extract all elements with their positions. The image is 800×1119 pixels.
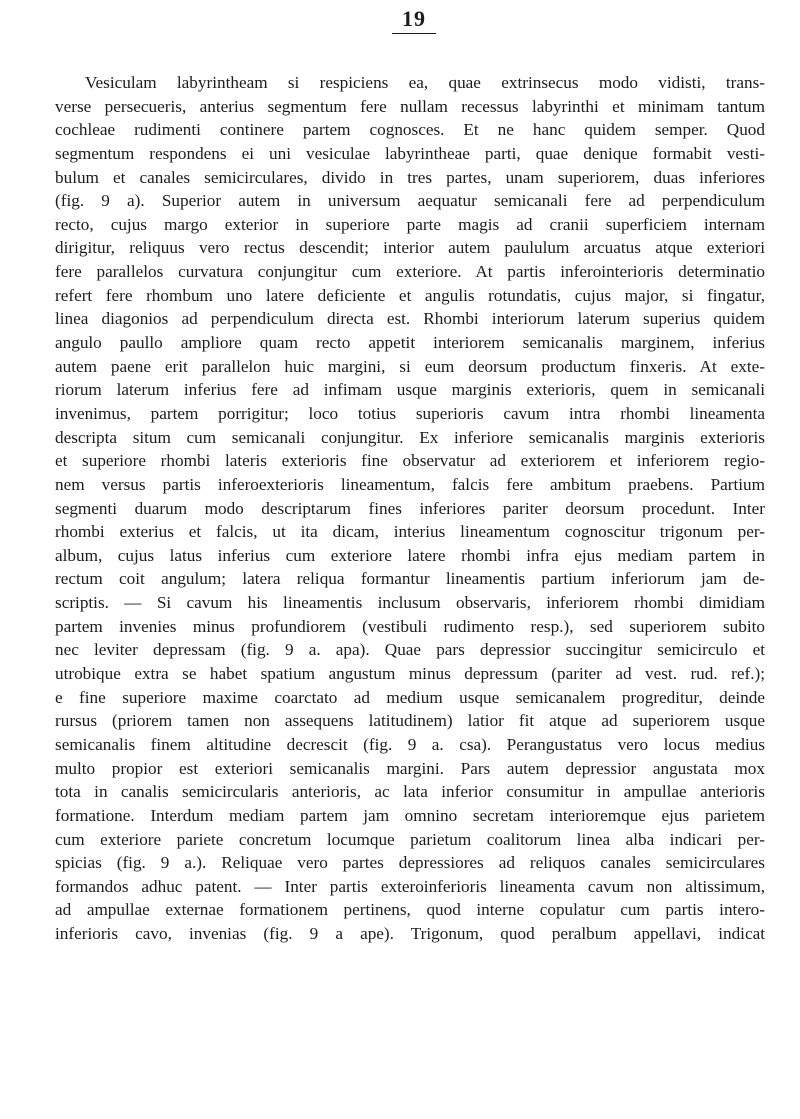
text-line: (fig. 9 a). Superior autem in universum aequatur semicanali fere ad perpendiculum [55,191,765,211]
text-line: recto, cujus margo exterior in superiore parte magis ad cranii superficiem internam [55,214,765,234]
text-line: formatione. Interdum mediam partem jam omnino secretam interioremque ejus parietem [55,805,765,825]
text-line: autem paene erit parallelon huic margini, si eum deorsum productum finxeris. At exte- [55,356,765,376]
text-line: cum exteriore pariete concretum locumque parietum coalitorum linea alba indicari per- [55,829,765,849]
text-line: linea diagonios ad perpendiculum directa est. Rhombi interiorum laterum superius quidem [55,309,765,329]
text-line: bulum et canales semicirculares, divido in tres partes, unam superiorem, duas inferiores [55,167,765,187]
text-line: spicias (fig. 9 a.). Reliquae vero partes depressiores ad reliquos canales semicirculares [55,853,765,873]
text-line: descripta situm cum semicanali conjungitur. Ex inferiore semicanalis marginis exterioris [55,427,765,447]
text-line: Vesiculam labyrintheam si respiciens ea, quae extrinsecus modo vidisti, trans- [85,73,765,92]
text-line: album, cujus latus inferius cum exteriore latere rhombi infra ejus mediam partem in [55,545,765,565]
text-line: rursus (priorem tamen non assequens latitudinem) latior fit atque ad superiorem usque [55,711,765,731]
text-line: dirigitur, reliquus vero rectus descendit; interior autem paululum arcuatus atque exteriori [55,238,765,258]
text-line: utrobique extra se habet spatium angustum minus depressum (pariter ad vest. rud. ref.); [55,664,765,684]
text-line: partem invenies minus profundiorem (vestibuli rudimento resp.), sed superiorem subito [55,616,765,636]
text-line: rhombi exterius et falcis, ut ita dicam, interius lineamentum cognoscitur trigonum per- [55,522,765,542]
text-line: inferioris cavo, invenias (fig. 9 a ape). Trigonum, quod peralbum appellavi, indicat [55,924,765,944]
text-line: rectum coit angulum; latera reliqua formantur lineamentis partium inferiorum jam de- [55,569,765,589]
text-line: refert fere rhombum uno latere deficiente et angulis rotundatis, cujus major, si fingatur, [55,285,765,305]
text-line: angulo paullo ampliore quam recto appetit interiorem semicanalis marginem, inferius [55,333,765,353]
text-line: segmentum respondens ei uni vesiculae labyrintheae parti, quae denique formabit vesti- [55,143,765,163]
text-line: cochleae rudimenti continere partem cognosces. Et ne hanc quidem semper. Quod [55,120,765,140]
text-line: riorum laterum inferius fere ad infimam usque marginis exterioris, quem in semicanali [55,380,765,400]
text-line: scriptis. — Si cavum his lineamentis inclusum observaris, inferiorem rhombi dimidiam [55,593,765,613]
text-line: tota in canalis semicircularis anterioris, ac lata inferior consumitur in ampullae anterioris [55,782,765,802]
page-number-text: 19 [392,6,436,34]
text-line: nec leviter depressam (fig. 9 a. apa). Quae pars depressior succingitur semicirculo et [55,640,765,660]
text-line: multo propior est exteriori semicanalis margini. Pars autem depressior angustata mox [55,758,765,778]
text-line: ad ampullae externae formationem pertinens, quod interne copulatur cum partis intero- [55,900,765,920]
text-line: e fine superiore maxime coarctato ad medium usque semicanalem progreditur, deinde [55,687,765,707]
text-line: nem versus partis inferoexterioris lineamentum, falcis fere ambitum praebens. Partium [55,474,765,494]
text-line: segmenti duarum modo descriptarum fines inferiores pariter deorsum procedunt. Inter [55,498,765,518]
text-line: verse persecueris, anterius segmentum fere nullam recessus labyrinthi et minimam tantum [55,96,765,116]
page-number [0,6,800,34]
text-line: invenimus, partem porrigitur; loco totius superioris cavum intra rhombi lineamenta [55,403,765,423]
text-line: fere parallelos curvatura conjungitur cum exteriore. At partis inferointerioris determinatio [55,262,765,282]
text-line: et superiore rhombi lateris exterioris fine observatur ad exteriorem et inferiorem regio- [55,451,765,471]
body-paragraph [55,71,765,946]
text-line: semicanalis finem altitudine decrescit (fig. 9 a. csa). Perangustatus vero locus medius [55,734,765,754]
text-line: formandos adhuc patent. — Inter partis exteroinferioris lineamenta cavum non altissimum, [55,876,765,896]
